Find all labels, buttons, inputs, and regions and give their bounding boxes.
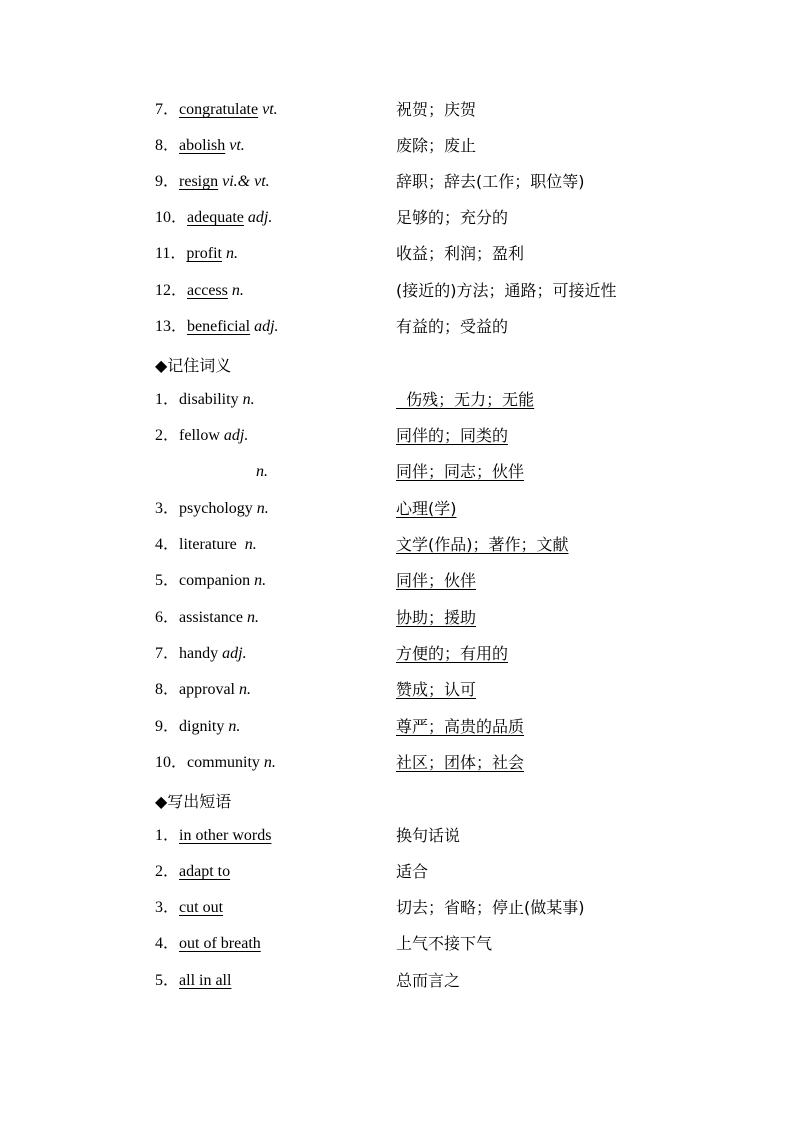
item-number: 7． xyxy=(155,645,180,662)
chinese-meaning: 废除；废止 xyxy=(396,136,477,155)
part-of-speech: vt. xyxy=(258,101,278,118)
item-number: 9． xyxy=(155,173,180,190)
part-of-speech: n. xyxy=(256,463,268,480)
item-number: 10． xyxy=(155,754,188,771)
answer-word: access xyxy=(187,282,228,299)
chinese-meaning: 切去；省略；停止(做某事) xyxy=(396,898,585,917)
chinese-meaning: 祝贺；庆贺 xyxy=(396,100,477,119)
phrase-row xyxy=(0,971,794,1001)
part-of-speech: n. xyxy=(238,391,255,408)
item-number: 11． xyxy=(155,245,187,262)
item-number: 4． xyxy=(155,935,180,952)
item-number: 3． xyxy=(155,500,180,517)
answer-meaning: 方便的；有用的 xyxy=(396,644,509,663)
vocab-row xyxy=(0,100,794,130)
answer-meaning: 伤残；无力；无能 xyxy=(396,390,535,409)
item-number: 2． xyxy=(155,863,180,880)
item-number: 10． xyxy=(155,209,188,226)
part-of-speech: vi.& vt. xyxy=(218,173,270,190)
vocab-row xyxy=(0,462,794,492)
vocab-row xyxy=(0,244,794,274)
answer-meaning: 文学(作品)；著作；文献 xyxy=(396,535,569,554)
item-number: 7． xyxy=(155,101,180,118)
part-of-speech: n. xyxy=(252,500,269,517)
vocab-row xyxy=(0,281,794,311)
vocab-row xyxy=(0,317,794,347)
section-heading-meanings: ◆记住词义 xyxy=(155,356,232,375)
item-number: 6． xyxy=(155,609,180,626)
answer-phrase: all in all xyxy=(179,972,232,989)
part-of-speech: adj. xyxy=(250,318,279,335)
vocab-row xyxy=(0,535,794,565)
chinese-meaning: 足够的；充分的 xyxy=(396,208,509,227)
english-word: dignity xyxy=(179,718,225,735)
answer-word: abolish xyxy=(179,137,226,154)
phrase-row xyxy=(0,862,794,892)
answer-word: beneficial xyxy=(187,318,251,335)
vocab-row xyxy=(0,717,794,747)
answer-meaning: 尊严；高贵的品质 xyxy=(396,717,525,736)
item-number: 1． xyxy=(155,391,180,408)
chinese-meaning: 有益的；受益的 xyxy=(396,317,509,336)
answer-meaning: 社区；团体；社会 xyxy=(396,753,525,772)
part-of-speech: n. xyxy=(235,681,251,698)
part-of-speech: n. xyxy=(243,609,259,626)
item-number: 1． xyxy=(155,827,180,844)
chinese-meaning: 换句话说 xyxy=(396,826,461,845)
item-number: 4． xyxy=(155,536,180,553)
item-number: 12． xyxy=(155,282,188,299)
chinese-meaning: 适合 xyxy=(396,862,429,881)
phrase-row xyxy=(0,826,794,856)
vocab-row xyxy=(0,571,794,601)
vocab-row xyxy=(0,208,794,238)
part-of-speech: n. xyxy=(250,572,267,589)
answer-meaning: 协助；援助 xyxy=(396,608,477,627)
part-of-speech: n. xyxy=(224,718,241,735)
answer-phrase: in other words xyxy=(179,827,272,844)
english-word: assistance xyxy=(179,609,243,626)
answer-meaning: 同伴；同志；伙伴 xyxy=(396,462,525,481)
english-word: psychology xyxy=(179,500,253,517)
item-number: 13． xyxy=(155,318,188,335)
answer-meaning: 同伴的；同类的 xyxy=(396,426,509,445)
item-number: 5． xyxy=(155,572,180,589)
answer-phrase: out of breath xyxy=(179,935,261,952)
chinese-meaning: (接近的)方法；通路；可接近性 xyxy=(396,281,617,300)
vocab-row xyxy=(0,136,794,166)
item-number: 8． xyxy=(155,137,180,154)
vocab-row xyxy=(0,680,794,710)
english-word: companion xyxy=(179,572,251,589)
item-number: 5． xyxy=(155,972,180,989)
item-number: 2． xyxy=(155,427,180,444)
answer-meaning: 同伴；伙伴 xyxy=(396,571,477,590)
answer-word: adequate xyxy=(187,209,244,226)
item-number: 9． xyxy=(155,718,180,735)
vocab-row xyxy=(0,499,794,529)
section-heading-phrases: ◆写出短语 xyxy=(155,792,232,811)
part-of-speech: n. xyxy=(221,245,238,262)
vocab-row xyxy=(0,390,794,420)
answer-word: congratulate xyxy=(179,101,259,118)
vocab-row xyxy=(0,644,794,674)
part-of-speech: n. xyxy=(227,282,244,299)
part-of-speech: adj. xyxy=(218,645,247,662)
part-of-speech: vt. xyxy=(225,137,245,154)
answer-meaning: 赞成；认可 xyxy=(396,680,477,699)
item-number: 8． xyxy=(155,681,180,698)
chinese-meaning: 总而言之 xyxy=(396,971,461,990)
answer-meaning: 心理(学) xyxy=(396,499,457,518)
english-word: approval xyxy=(179,681,235,698)
english-word: disability xyxy=(179,391,239,408)
chinese-meaning: 上气不接下气 xyxy=(396,934,493,953)
vocab-row xyxy=(0,608,794,638)
phrase-row xyxy=(0,898,794,928)
answer-word: resign xyxy=(179,173,219,190)
chinese-meaning: 辞职；辞去(工作；职位等) xyxy=(396,172,585,191)
vocab-row xyxy=(0,426,794,456)
item-number: 3． xyxy=(155,899,180,916)
english-word: handy xyxy=(179,645,219,662)
english-word: community xyxy=(187,754,260,771)
answer-phrase: cut out xyxy=(179,899,224,916)
vocab-row xyxy=(0,172,794,202)
part-of-speech: adj. xyxy=(243,209,273,226)
part-of-speech: adj. xyxy=(219,427,249,444)
english-word: literature xyxy=(179,536,237,553)
phrase-row xyxy=(0,934,794,964)
part-of-speech: n. xyxy=(259,754,276,771)
part-of-speech: n. xyxy=(236,536,257,553)
english-word: fellow xyxy=(179,427,220,444)
answer-phrase: adapt to xyxy=(179,863,231,880)
vocab-row xyxy=(0,753,794,783)
answer-word: profit xyxy=(186,245,222,262)
chinese-meaning: 收益；利润；盈利 xyxy=(396,244,525,263)
